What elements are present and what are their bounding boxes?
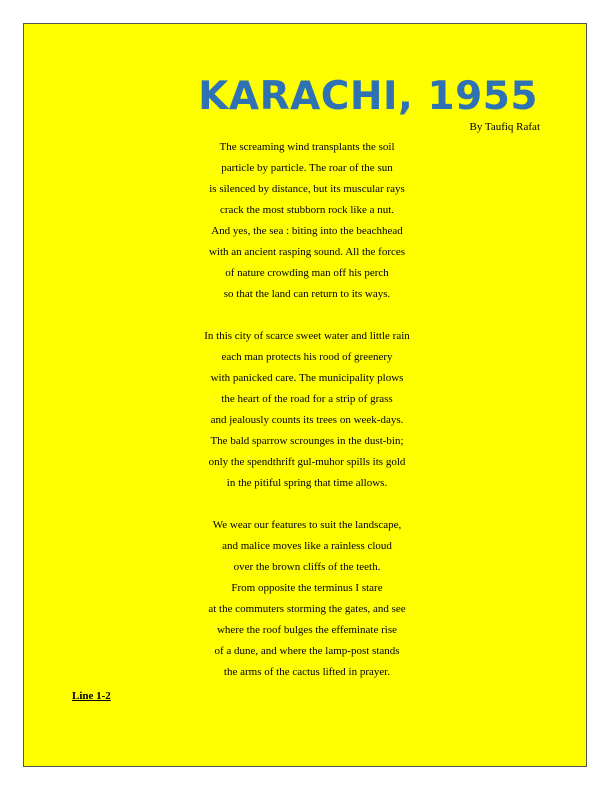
poem-line: We wear our features to suit the landscape, [212, 519, 402, 531]
poem-line: in the pitiful spring that time allows. [226, 477, 388, 489]
poem-line: each man protects his rood of greenery [221, 351, 393, 363]
poem-title: KARACHI, 1955 [198, 74, 538, 119]
poem-line: the heart of the road for a strip of grass [221, 393, 393, 405]
poem-line: only the spendthrift gul-muhor spills its gold [208, 456, 406, 468]
poem-line: at the commuters storming the gates, and see [208, 603, 406, 615]
poem-line: crack the most stubborn rock like a nut. [219, 204, 395, 216]
poem-line: of a dune, and where the lamp-post stands [214, 645, 400, 657]
stanza-1 [24, 137, 588, 305]
poem-body [24, 137, 588, 683]
poem-line: over the brown cliffs of the teeth. [233, 561, 381, 573]
poem-line: From opposite the terminus I stare [231, 582, 383, 594]
stanza-break [24, 305, 588, 326]
poem-line: so that the land can return to its ways. [223, 288, 391, 300]
poem-frame [23, 23, 587, 767]
poem-line: The bald sparrow scrounges in the dust-bin; [210, 435, 404, 447]
stanza-break [24, 494, 588, 515]
poem-line: is silenced by distance, but its muscular rays [209, 183, 405, 195]
poem-line: The screaming wind transplants the soil [219, 141, 395, 153]
author-byline: By Taufiq Rafat [469, 121, 540, 133]
poem-line: the arms of the cactus lifted in prayer. [223, 666, 391, 678]
stanza-2 [24, 326, 588, 494]
stanza-3 [24, 515, 588, 683]
poem-line: particle by particle. The roar of the sun [221, 162, 393, 174]
poem-line: where the roof bulges the effeminate rise [216, 624, 398, 636]
poem-line: And yes, the sea : biting into the beachhead [211, 225, 403, 237]
poem-line: and jealously counts its trees on week-days. [210, 414, 404, 426]
line-reference-note: Line 1-2 [72, 690, 111, 702]
poem-line: with an ancient rasping sound. All the forces [208, 246, 406, 258]
poem-line: with panicked care. The municipality plows [210, 372, 404, 384]
poem-line: of nature crowding man off his perch [225, 267, 389, 279]
poem-line: and malice moves like a rainless cloud [222, 540, 392, 552]
poem-line: In this city of scarce sweet water and little rain [204, 330, 410, 342]
